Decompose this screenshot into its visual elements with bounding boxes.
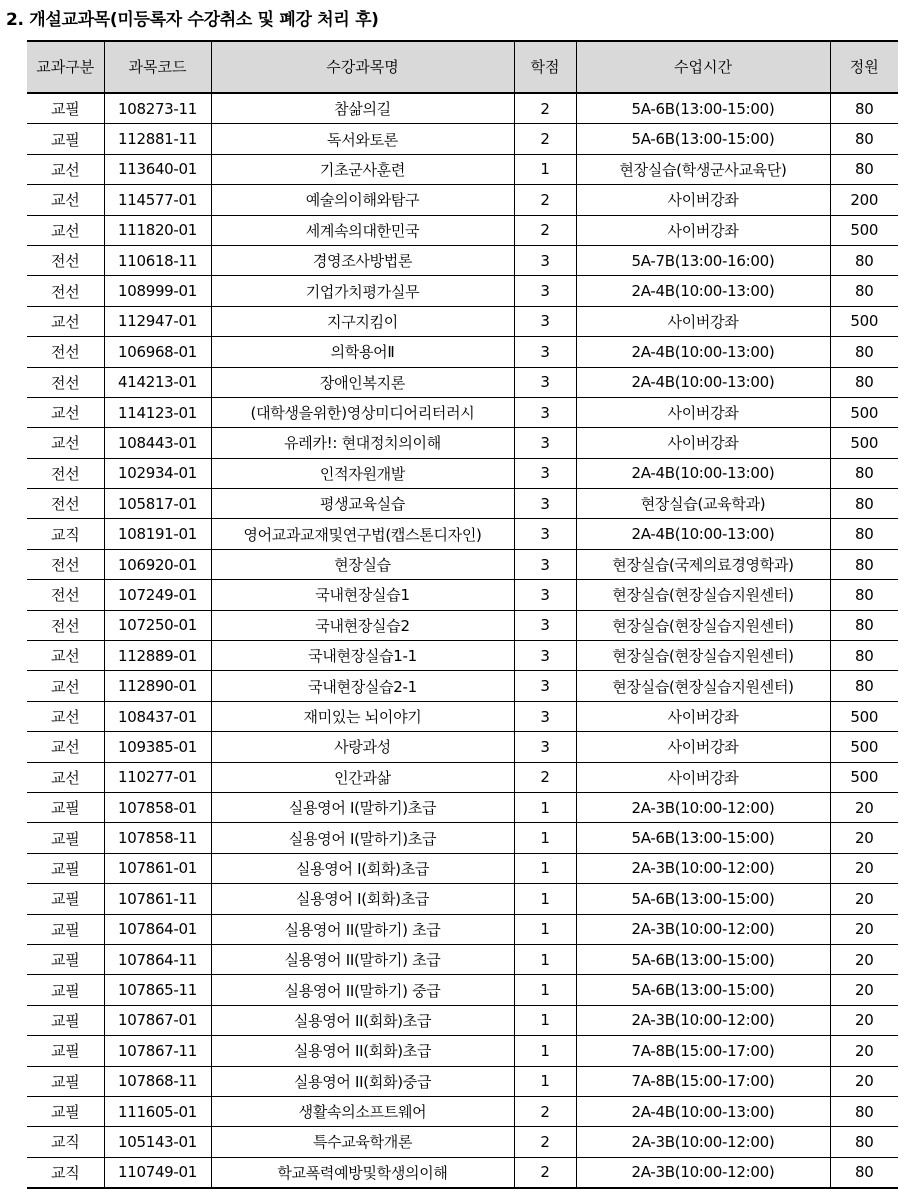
cell-capacity: 80: [830, 93, 898, 124]
cell-capacity: 80: [830, 276, 898, 306]
cell-course-code: 107858-11: [104, 823, 211, 853]
cell-course-name: 유레카!: 현대정치의이해: [211, 428, 514, 458]
cell-credits: 3: [514, 580, 576, 610]
cell-category: 전선: [27, 245, 104, 275]
cell-class-time: 7A-8B(15:00-17:00): [576, 1036, 830, 1066]
table-row: [27, 489, 898, 519]
cell-category: 교선: [27, 306, 104, 336]
cell-credits: 2: [514, 124, 576, 154]
table-row: [27, 215, 898, 245]
table-header-row: [27, 41, 898, 93]
cell-credits: 2: [514, 185, 576, 215]
cell-course-name: 실용영어 II(말하기) 초급: [211, 914, 514, 944]
cell-capacity: 20: [830, 792, 898, 822]
cell-credits: 1: [514, 944, 576, 974]
cell-course-code: 107861-01: [104, 853, 211, 883]
header-course-name: 수강과목명: [211, 41, 514, 93]
cell-course-name: 의학용어Ⅱ: [211, 337, 514, 367]
cell-category: 전선: [27, 580, 104, 610]
cell-credits: 3: [514, 701, 576, 731]
cell-course-code: 108191-01: [104, 519, 211, 549]
cell-capacity: 500: [830, 428, 898, 458]
table-row: [27, 1036, 898, 1066]
cell-capacity: 20: [830, 944, 898, 974]
cell-category: 교선: [27, 701, 104, 731]
cell-credits: 3: [514, 337, 576, 367]
cell-capacity: 80: [830, 124, 898, 154]
table-row: [27, 519, 898, 549]
cell-course-name: 실용영어 I(말하기)초급: [211, 792, 514, 822]
cell-class-time: 2A-4B(10:00-13:00): [576, 367, 830, 397]
table-body: [27, 93, 898, 1188]
cell-category: 교선: [27, 762, 104, 792]
cell-class-time: 5A-6B(13:00-15:00): [576, 823, 830, 853]
cell-class-time: 사이버강좌: [576, 185, 830, 215]
cell-credits: 1: [514, 1036, 576, 1066]
cell-category: 교필: [27, 975, 104, 1005]
cell-category: 교필: [27, 1036, 104, 1066]
cell-category: 전선: [27, 458, 104, 488]
cell-course-code: 414213-01: [104, 367, 211, 397]
cell-category: 교선: [27, 154, 104, 184]
cell-course-code: 112947-01: [104, 306, 211, 336]
cell-category: 교필: [27, 884, 104, 914]
cell-course-code: 105817-01: [104, 489, 211, 519]
table-row: [27, 944, 898, 974]
cell-course-name: (대학생을위한)영상미디어리터러시: [211, 397, 514, 427]
cell-credits: 3: [514, 276, 576, 306]
cell-course-code: 105143-01: [104, 1127, 211, 1157]
cell-course-name: 사랑과성: [211, 732, 514, 762]
cell-course-code: 110277-01: [104, 762, 211, 792]
cell-credits: 2: [514, 1096, 576, 1126]
cell-class-time: 2A-4B(10:00-13:00): [576, 458, 830, 488]
cell-course-code: 108437-01: [104, 701, 211, 731]
cell-class-time: 현장실습(현장실습지원센터): [576, 610, 830, 640]
cell-credits: 2: [514, 762, 576, 792]
cell-course-name: 독서와토론: [211, 124, 514, 154]
cell-class-time: 사이버강좌: [576, 732, 830, 762]
cell-course-code: 110749-01: [104, 1157, 211, 1188]
cell-class-time: 현장실습(교육학과): [576, 489, 830, 519]
table-row: [27, 1066, 898, 1096]
cell-category: 전선: [27, 367, 104, 397]
table-row: [27, 641, 898, 671]
cell-category: 교선: [27, 732, 104, 762]
cell-course-name: 국내현장실습2-1: [211, 671, 514, 701]
cell-class-time: 사이버강좌: [576, 306, 830, 336]
cell-class-time: 현장실습(현장실습지원센터): [576, 580, 830, 610]
cell-course-code: 107861-11: [104, 884, 211, 914]
cell-capacity: 500: [830, 397, 898, 427]
table-row: [27, 884, 898, 914]
cell-class-time: 2A-3B(10:00-12:00): [576, 1127, 830, 1157]
cell-credits: 3: [514, 732, 576, 762]
table-row: [27, 701, 898, 731]
cell-credits: 3: [514, 489, 576, 519]
cell-credits: 3: [514, 397, 576, 427]
table-row: [27, 762, 898, 792]
cell-capacity: 80: [830, 519, 898, 549]
cell-course-name: 학교폭력예방및학생의이해: [211, 1157, 514, 1188]
cell-course-name: 국내현장실습1-1: [211, 641, 514, 671]
cell-course-name: 인간과삶: [211, 762, 514, 792]
table-row: [27, 245, 898, 275]
table-row: [27, 1005, 898, 1035]
page-title: 2. 개설교과목(미등록자 수강취소 및 폐강 처리 후): [6, 10, 379, 30]
cell-category: 교필: [27, 944, 104, 974]
cell-category: 교필: [27, 853, 104, 883]
header-category: 교과구분: [27, 41, 104, 93]
cell-capacity: 80: [830, 1157, 898, 1188]
cell-course-code: 113640-01: [104, 154, 211, 184]
cell-credits: 1: [514, 975, 576, 1005]
cell-credits: 1: [514, 914, 576, 944]
cell-capacity: 20: [830, 1066, 898, 1096]
cell-course-name: 국내현장실습2: [211, 610, 514, 640]
cell-course-code: 107867-11: [104, 1036, 211, 1066]
cell-capacity: 20: [830, 975, 898, 1005]
cell-capacity: 500: [830, 306, 898, 336]
table-row: [27, 671, 898, 701]
cell-class-time: 5A-6B(13:00-15:00): [576, 124, 830, 154]
table-row: [27, 975, 898, 1005]
cell-capacity: 500: [830, 732, 898, 762]
cell-course-code: 106920-01: [104, 549, 211, 579]
cell-capacity: 20: [830, 884, 898, 914]
cell-capacity: 20: [830, 914, 898, 944]
cell-course-code: 114123-01: [104, 397, 211, 427]
table-row: [27, 732, 898, 762]
cell-class-time: 5A-6B(13:00-15:00): [576, 944, 830, 974]
cell-course-name: 세계속의대한민국: [211, 215, 514, 245]
cell-credits: 1: [514, 853, 576, 883]
cell-class-time: 5A-6B(13:00-15:00): [576, 93, 830, 124]
cell-course-code: 107867-01: [104, 1005, 211, 1035]
cell-class-time: 2A-4B(10:00-13:00): [576, 1096, 830, 1126]
table-row: [27, 428, 898, 458]
cell-course-name: 영어교과교재및연구법(캡스톤디자인): [211, 519, 514, 549]
cell-credits: 3: [514, 367, 576, 397]
header-course-code: 과목코드: [104, 41, 211, 93]
cell-course-name: 경영조사방법론: [211, 245, 514, 275]
cell-course-code: 109385-01: [104, 732, 211, 762]
cell-credits: 3: [514, 245, 576, 275]
cell-course-code: 107249-01: [104, 580, 211, 610]
cell-course-code: 114577-01: [104, 185, 211, 215]
cell-course-name: 인적자원개발: [211, 458, 514, 488]
cell-category: 교필: [27, 792, 104, 822]
cell-category: 교필: [27, 1066, 104, 1096]
cell-course-code: 102934-01: [104, 458, 211, 488]
cell-course-name: 지구지킴이: [211, 306, 514, 336]
table-row: [27, 792, 898, 822]
cell-course-name: 예술의이해와탐구: [211, 185, 514, 215]
cell-capacity: 20: [830, 1005, 898, 1035]
table-row: [27, 185, 898, 215]
cell-class-time: 5A-7B(13:00-16:00): [576, 245, 830, 275]
cell-course-name: 실용영어 I(말하기)초급: [211, 823, 514, 853]
cell-course-name: 실용영어 I(회화)초급: [211, 884, 514, 914]
table-row: [27, 154, 898, 184]
table-row: [27, 853, 898, 883]
cell-class-time: 사이버강좌: [576, 215, 830, 245]
cell-class-time: 사이버강좌: [576, 701, 830, 731]
cell-capacity: 500: [830, 762, 898, 792]
cell-course-code: 112889-01: [104, 641, 211, 671]
cell-credits: 1: [514, 884, 576, 914]
cell-capacity: 500: [830, 215, 898, 245]
cell-category: 전선: [27, 276, 104, 306]
cell-category: 교선: [27, 671, 104, 701]
cell-category: 교선: [27, 397, 104, 427]
cell-course-code: 107868-11: [104, 1066, 211, 1096]
cell-class-time: 현장실습(현장실습지원센터): [576, 641, 830, 671]
cell-category: 전선: [27, 489, 104, 519]
table-row: [27, 914, 898, 944]
cell-course-name: 기업가치평가실무: [211, 276, 514, 306]
cell-class-time: 2A-3B(10:00-12:00): [576, 853, 830, 883]
cell-course-code: 111820-01: [104, 215, 211, 245]
table-row: [27, 823, 898, 853]
cell-class-time: 현장실습(현장실습지원센터): [576, 671, 830, 701]
cell-credits: 2: [514, 215, 576, 245]
cell-class-time: 5A-6B(13:00-15:00): [576, 884, 830, 914]
cell-course-code: 108273-11: [104, 93, 211, 124]
cell-credits: 2: [514, 93, 576, 124]
cell-credits: 1: [514, 792, 576, 822]
cell-capacity: 80: [830, 1096, 898, 1126]
cell-capacity: 80: [830, 580, 898, 610]
cell-credits: 3: [514, 671, 576, 701]
cell-course-code: 108999-01: [104, 276, 211, 306]
cell-course-name: 현장실습: [211, 549, 514, 579]
cell-capacity: 20: [830, 823, 898, 853]
cell-category: 전선: [27, 337, 104, 367]
cell-capacity: 80: [830, 367, 898, 397]
cell-class-time: 2A-4B(10:00-13:00): [576, 276, 830, 306]
cell-class-time: 2A-3B(10:00-12:00): [576, 914, 830, 944]
cell-category: 전선: [27, 610, 104, 640]
cell-class-time: 사이버강좌: [576, 762, 830, 792]
cell-category: 교필: [27, 124, 104, 154]
cell-category: 교필: [27, 1005, 104, 1035]
cell-credits: 3: [514, 458, 576, 488]
cell-course-name: 실용영어 II(회화)초급: [211, 1005, 514, 1035]
cell-credits: 1: [514, 1066, 576, 1096]
cell-capacity: 200: [830, 185, 898, 215]
table-row: [27, 580, 898, 610]
cell-credits: 3: [514, 306, 576, 336]
cell-capacity: 80: [830, 610, 898, 640]
cell-category: 교직: [27, 1127, 104, 1157]
cell-class-time: 2A-3B(10:00-12:00): [576, 1005, 830, 1035]
cell-course-code: 107864-01: [104, 914, 211, 944]
cell-capacity: 80: [830, 549, 898, 579]
table-row: [27, 610, 898, 640]
cell-capacity: 20: [830, 1036, 898, 1066]
cell-course-code: 107858-01: [104, 792, 211, 822]
header-capacity: 정원: [830, 41, 898, 93]
cell-course-name: 실용영어 II(회화)초급: [211, 1036, 514, 1066]
cell-course-name: 특수교육학개론: [211, 1127, 514, 1157]
cell-category: 교직: [27, 1157, 104, 1188]
table-row: [27, 397, 898, 427]
header-class-time: 수업시간: [576, 41, 830, 93]
table-row: [27, 124, 898, 154]
cell-course-name: 평생교육실습: [211, 489, 514, 519]
cell-class-time: 사이버강좌: [576, 397, 830, 427]
cell-category: 교선: [27, 185, 104, 215]
cell-class-time: 2A-3B(10:00-12:00): [576, 1157, 830, 1188]
cell-credits: 3: [514, 519, 576, 549]
cell-class-time: 현장실습(국제의료경영학과): [576, 549, 830, 579]
cell-course-name: 장애인복지론: [211, 367, 514, 397]
cell-capacity: 80: [830, 154, 898, 184]
cell-capacity: 80: [830, 245, 898, 275]
cell-credits: 3: [514, 428, 576, 458]
cell-course-code: 107250-01: [104, 610, 211, 640]
cell-category: 교선: [27, 641, 104, 671]
cell-class-time: 2A-4B(10:00-13:00): [576, 337, 830, 367]
cell-course-name: 생활속의소프트웨어: [211, 1096, 514, 1126]
cell-capacity: 80: [830, 337, 898, 367]
cell-capacity: 80: [830, 458, 898, 488]
cell-course-name: 참삶의길: [211, 93, 514, 124]
cell-capacity: 80: [830, 489, 898, 519]
cell-credits: 2: [514, 1157, 576, 1188]
cell-class-time: 5A-6B(13:00-15:00): [576, 975, 830, 1005]
cell-capacity: 80: [830, 641, 898, 671]
cell-course-code: 107865-11: [104, 975, 211, 1005]
cell-course-name: 실용영어 II(말하기) 중급: [211, 975, 514, 1005]
cell-credits: 1: [514, 1005, 576, 1035]
cell-course-code: 112890-01: [104, 671, 211, 701]
cell-category: 교선: [27, 215, 104, 245]
table-row: [27, 337, 898, 367]
cell-class-time: 2A-3B(10:00-12:00): [576, 792, 830, 822]
cell-course-name: 국내현장실습1: [211, 580, 514, 610]
cell-course-code: 107864-11: [104, 944, 211, 974]
cell-course-code: 111605-01: [104, 1096, 211, 1126]
header-credits: 학점: [514, 41, 576, 93]
cell-class-time: 사이버강좌: [576, 428, 830, 458]
cell-class-time: 7A-8B(15:00-17:00): [576, 1066, 830, 1096]
cell-class-time: 현장실습(학생군사교육단): [576, 154, 830, 184]
cell-course-code: 106968-01: [104, 337, 211, 367]
cell-course-code: 112881-11: [104, 124, 211, 154]
course-table: [27, 40, 898, 1189]
cell-course-name: 실용영어 II(말하기) 초급: [211, 944, 514, 974]
table-row: [27, 276, 898, 306]
cell-course-name: 기초군사훈련: [211, 154, 514, 184]
cell-credits: 1: [514, 154, 576, 184]
cell-credits: 3: [514, 641, 576, 671]
cell-category: 전선: [27, 549, 104, 579]
cell-credits: 1: [514, 823, 576, 853]
table-row: [27, 1157, 898, 1188]
cell-credits: 3: [514, 549, 576, 579]
cell-capacity: 80: [830, 1127, 898, 1157]
cell-credits: 2: [514, 1127, 576, 1157]
cell-course-name: 재미있는 뇌이야기: [211, 701, 514, 731]
cell-course-name: 실용영어 II(회화)중급: [211, 1066, 514, 1096]
cell-category: 교필: [27, 1096, 104, 1126]
table-row: [27, 1127, 898, 1157]
table-row: [27, 458, 898, 488]
cell-category: 교필: [27, 823, 104, 853]
table-row: [27, 93, 898, 124]
table-row: [27, 1096, 898, 1126]
cell-class-time: 2A-4B(10:00-13:00): [576, 519, 830, 549]
cell-category: 교필: [27, 93, 104, 124]
cell-category: 교직: [27, 519, 104, 549]
table-row: [27, 306, 898, 336]
cell-capacity: 500: [830, 701, 898, 731]
cell-category: 교선: [27, 428, 104, 458]
cell-capacity: 80: [830, 671, 898, 701]
cell-course-code: 108443-01: [104, 428, 211, 458]
table-row: [27, 367, 898, 397]
cell-capacity: 20: [830, 853, 898, 883]
cell-credits: 3: [514, 610, 576, 640]
cell-category: 교필: [27, 914, 104, 944]
cell-course-name: 실용영어 I(회화)초급: [211, 853, 514, 883]
cell-course-code: 110618-11: [104, 245, 211, 275]
table-row: [27, 549, 898, 579]
